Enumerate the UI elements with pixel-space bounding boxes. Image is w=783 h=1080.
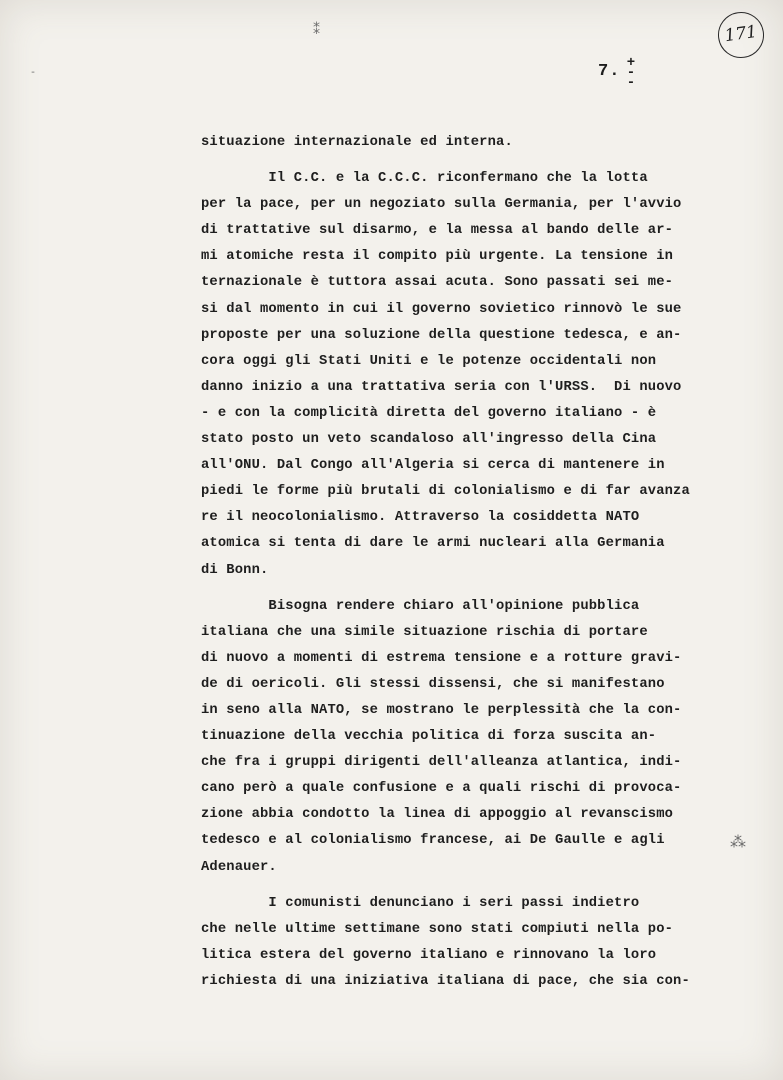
- paragraph: [201, 594, 761, 881]
- paragraph: [201, 166, 761, 584]
- text-line: Bisogna rendere chiaro all'opinione pubblica: [201, 598, 640, 614]
- text-line: per la pace, per un negoziato sulla Germania, per l'avvio: [201, 197, 682, 213]
- text-line: stato posto un veto scandaloso all'ingresso della Cina: [201, 432, 657, 448]
- text-line: - e con la complicità diretta del governo italiano - è: [201, 405, 657, 421]
- text-line: proposte per una soluzione della questione tedesca, e an-: [201, 327, 682, 343]
- paragraph: [201, 891, 761, 995]
- text-line: de di oericoli. Gli stessi dissensi, che si manifestano: [201, 676, 665, 692]
- text-line: Il C.C. e la C.C.C. riconfermano che la lotta: [201, 171, 648, 187]
- text-line: cano però a quale confusione e a quali rischi di provoca-: [201, 781, 682, 797]
- text-line: mi atomiche resta il compito più urgente. La tensione in: [201, 249, 674, 265]
- text-line: richiesta di una iniziativa italiana di pace, che sia con-: [201, 973, 690, 989]
- text-line: piedi le forme più brutali di colonialismo e di far avanza: [201, 484, 690, 500]
- text-line: danno inizio a una trattativa seria con l'URSS. Di nuovo: [201, 379, 682, 395]
- page-mark: + - -: [626, 55, 636, 91]
- ink-speck: -: [30, 68, 37, 79]
- text-line: che nelle ultime settimane sono stati compiuti nella po-: [201, 921, 674, 937]
- text-line: Adenauer.: [201, 859, 277, 875]
- text-line: all'ONU. Dal Congo all'Algeria si cerca di mantenere in: [201, 458, 665, 474]
- text-line: cora oggi gli Stati Uniti e le potenze occidentali non: [201, 353, 657, 369]
- text-line: italiana che una simile situazione rischia di portare: [201, 624, 648, 640]
- text-line: che fra i gruppi dirigenti dell'alleanza atlantica, indi-: [201, 755, 682, 771]
- document-body: [201, 130, 761, 995]
- text-line: ternazionale è tuttora assai acuta. Sono passati sei me-: [201, 275, 674, 291]
- text-line: di nuovo a momenti di estrema tensione e a rotture gravi-: [201, 650, 682, 666]
- ink-smudge: ⁑: [313, 23, 320, 39]
- paragraph: [201, 130, 761, 156]
- text-line: litica estera del governo italiano e rinnovano la loro: [201, 947, 657, 963]
- text-line: I comunisti denunciano i seri passi indietro: [201, 895, 640, 911]
- text-line: di Bonn.: [201, 562, 269, 578]
- text-line: situazione internazionale ed interna.: [201, 135, 513, 150]
- archive-stamp-number: 171: [723, 21, 759, 47]
- archive-stamp: [715, 9, 767, 61]
- ink-smudge: ⁂: [730, 834, 746, 852]
- text-line: di trattative sul disarmo, e la messa al bando delle ar-: [201, 223, 674, 239]
- text-line: zione abbia condotto la linea di appoggio al revanscismo: [201, 807, 674, 823]
- page-number: 7.: [598, 62, 621, 81]
- text-line: atomica si tenta di dare le armi nucleari alla Germania: [201, 536, 665, 552]
- text-line: tedesco e al colonialismo francese, ai De Gaulle e agli: [201, 833, 665, 849]
- text-line: re il neocolonialismo. Attraverso la cosiddetta NATO: [201, 510, 640, 526]
- text-line: tinuazione della vecchia politica di forza suscita an-: [201, 729, 657, 745]
- text-line: in seno alla NATO, se mostrano le perplessità che la con-: [201, 702, 682, 718]
- text-line: si dal momento in cui il governo sovietico rinnovò le sue: [201, 301, 682, 317]
